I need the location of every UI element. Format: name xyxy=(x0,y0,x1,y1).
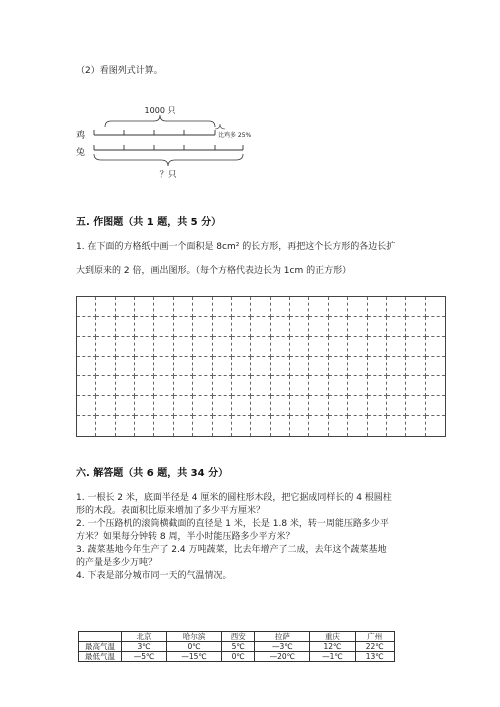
temperature-table xyxy=(78,631,395,662)
grid-cell xyxy=(290,357,309,377)
grid-cell xyxy=(135,357,154,377)
grid-cell xyxy=(135,376,154,396)
grid-cell xyxy=(135,337,154,357)
grid-cell xyxy=(116,376,135,396)
grid-cell xyxy=(309,416,328,436)
table-cell: 西安 xyxy=(222,632,255,642)
grid-cell xyxy=(387,396,406,416)
grid-cell xyxy=(426,376,445,396)
table-cell: 13℃ xyxy=(355,652,395,662)
grid-cell xyxy=(368,376,387,396)
grid-cell xyxy=(251,376,270,396)
grid-cell xyxy=(193,337,212,357)
grid-cell xyxy=(387,416,406,436)
section-5-line-1: 1. 在下面的方格纸中画一个面积是 8cm² 的长方形，再把这个长方形的各边长扩 xyxy=(76,242,396,252)
table-cell: 5℃ xyxy=(222,642,255,652)
grid-cell xyxy=(348,357,367,377)
grid-cell xyxy=(77,297,96,317)
section-6-line: 方米？如果每分钟转 8 周，半小时能压路多少平方米？ xyxy=(76,532,295,542)
grid-cell xyxy=(96,416,115,436)
grid-cell xyxy=(174,357,193,377)
table-cell: 拉萨 xyxy=(255,632,310,642)
grid-cell xyxy=(426,317,445,337)
grid-cell xyxy=(232,337,251,357)
grid-cell xyxy=(406,337,425,357)
grid-cell xyxy=(387,297,406,317)
table-cell: 0℃ xyxy=(167,642,222,652)
grid-cell xyxy=(154,357,173,377)
grid-cell xyxy=(271,376,290,396)
grid-cell xyxy=(387,357,406,377)
grid-cell xyxy=(135,297,154,317)
grid-cell xyxy=(426,297,445,317)
grid-cell xyxy=(271,416,290,436)
grid-cell xyxy=(271,337,290,357)
table-cell: 22℃ xyxy=(355,642,395,652)
rabbit-label: 兔 xyxy=(76,148,86,158)
table-row xyxy=(79,642,395,652)
grid-cell xyxy=(348,376,367,396)
grid-cell xyxy=(174,337,193,357)
grid-cell xyxy=(290,317,309,337)
grid-cell xyxy=(193,416,212,436)
grid-cell xyxy=(116,337,135,357)
grid-cell xyxy=(348,416,367,436)
grid-cell xyxy=(77,317,96,337)
unknown-brace xyxy=(94,154,243,166)
grid-cell xyxy=(232,396,251,416)
total-label: 1000 只 xyxy=(144,106,176,115)
grid-cell xyxy=(213,337,232,357)
section-5-heading: 五. 作图题（共 1 题，共 5 分） xyxy=(76,217,222,228)
grid-cell xyxy=(135,396,154,416)
grid-cell xyxy=(387,376,406,396)
grid-cell xyxy=(387,337,406,357)
grid-cell xyxy=(232,416,251,436)
grid-cell xyxy=(77,376,96,396)
grid-cell xyxy=(290,337,309,357)
grid-cell xyxy=(232,297,251,317)
section-6-line: 1. 一根长 2 米，底面半径是 4 厘米的圆柱形木段，把它据成同样长的 4 根圆柱 xyxy=(76,493,392,503)
table-cell: 重庆 xyxy=(310,632,355,642)
grid-cell xyxy=(348,297,367,317)
grid-cell xyxy=(368,337,387,357)
grid-cell xyxy=(290,297,309,317)
section-6-line: 的产量是多少万吨？ xyxy=(76,558,158,568)
grid-cell xyxy=(193,317,212,337)
grid-cell xyxy=(368,396,387,416)
grid-cell xyxy=(154,376,173,396)
grid-cell xyxy=(329,357,348,377)
grid-cell xyxy=(329,396,348,416)
grid-cell xyxy=(251,337,270,357)
grid-cell xyxy=(271,317,290,337)
grid-cell xyxy=(174,297,193,317)
section-6-line: 形的木段。表面积比原来增加了多少平方厘米？ xyxy=(76,506,266,516)
grid-cell xyxy=(213,317,232,337)
grid-cell xyxy=(116,297,135,317)
grid-cell xyxy=(174,416,193,436)
section-6-heading: 六. 解答题（共 6 题，共 34 分） xyxy=(76,468,229,479)
chicken-label: 鸡 xyxy=(76,131,86,141)
grid-cell xyxy=(96,376,115,396)
table-cell: 最低气温 xyxy=(79,652,122,662)
section-6-line: 4. 下表是部分城市同一天的气温情况。 xyxy=(76,571,232,581)
grid-cell xyxy=(174,396,193,416)
grid-cell xyxy=(426,357,445,377)
grid-cell xyxy=(387,317,406,337)
grid-cell xyxy=(329,376,348,396)
table-cell: 最高气温 xyxy=(79,642,122,652)
grid-cell xyxy=(251,297,270,317)
grid-cell xyxy=(348,337,367,357)
table-cell: —15℃ xyxy=(167,652,222,662)
compare-label: 比鸡多 25% xyxy=(218,132,252,139)
grid-cell xyxy=(426,416,445,436)
table-cell xyxy=(79,632,122,642)
grid-cell xyxy=(368,357,387,377)
grid-cell xyxy=(174,317,193,337)
table-header-row xyxy=(79,632,395,642)
grid-cell xyxy=(232,357,251,377)
grid-cell xyxy=(329,416,348,436)
grid-cell xyxy=(406,376,425,396)
grid-cell xyxy=(309,396,328,416)
table-cell: 北京 xyxy=(122,632,167,642)
grid-cell xyxy=(213,376,232,396)
grid-cell xyxy=(329,337,348,357)
table-cell: —3℃ xyxy=(255,642,310,652)
section-6-line: 2. 一个压路机的滚筒横截面的直径是 1 米，长是 1.8 米，转一周能压路多少平 xyxy=(76,519,389,529)
table-cell: 3℃ xyxy=(122,642,167,652)
grid-cell xyxy=(116,317,135,337)
grid-cell xyxy=(96,396,115,416)
grid-cell xyxy=(96,297,115,317)
grid-cell xyxy=(213,297,232,317)
segment-diagram xyxy=(70,105,270,190)
grid-cell xyxy=(271,297,290,317)
grid-cell xyxy=(77,337,96,357)
grid-paper xyxy=(76,296,446,437)
grid-cell xyxy=(193,396,212,416)
grid-cell xyxy=(329,297,348,317)
grid-cell xyxy=(77,396,96,416)
grid-cell xyxy=(290,416,309,436)
grid-cell xyxy=(154,317,173,337)
grid-cell xyxy=(368,416,387,436)
grid-cell xyxy=(96,357,115,377)
grid-cell xyxy=(406,396,425,416)
grid-cell xyxy=(368,317,387,337)
grid-cell xyxy=(426,396,445,416)
grid-cell xyxy=(77,357,96,377)
grid-cell xyxy=(406,297,425,317)
grid-cell xyxy=(406,416,425,436)
grid-cell xyxy=(251,396,270,416)
grid-cell xyxy=(309,337,328,357)
grid-cell xyxy=(426,337,445,357)
table-cell: 12℃ xyxy=(310,642,355,652)
grid-cell xyxy=(193,297,212,317)
table-cell: —20℃ xyxy=(255,652,310,662)
grid-cell xyxy=(309,297,328,317)
grid-cell xyxy=(77,416,96,436)
grid-cell xyxy=(406,317,425,337)
grid-cell xyxy=(154,297,173,317)
grid-cell xyxy=(154,416,173,436)
grid-cell xyxy=(348,317,367,337)
grid-cell xyxy=(309,357,328,377)
grid-cell xyxy=(290,396,309,416)
table-cell: 0℃ xyxy=(222,652,255,662)
grid-cell xyxy=(271,396,290,416)
grid-cell xyxy=(135,416,154,436)
grid-cell xyxy=(309,317,328,337)
table-cell: —1℃ xyxy=(310,652,355,662)
grid-cell xyxy=(116,416,135,436)
grid-cell xyxy=(116,396,135,416)
section-5-line-2: 大到原来的 2 倍，画出图形。（每个方格代表边长为 1cm 的正方形） xyxy=(76,266,352,276)
grid-cell xyxy=(309,376,328,396)
grid-cell xyxy=(174,376,193,396)
grid-cell xyxy=(116,357,135,377)
table-cell: 广州 xyxy=(355,632,395,642)
grid-cell xyxy=(232,317,251,337)
table-row xyxy=(79,652,395,662)
unknown-label: ？只 xyxy=(159,170,177,180)
compare-brace xyxy=(215,124,225,129)
total-brace xyxy=(105,115,215,127)
grid-cell xyxy=(193,357,212,377)
grid-cell xyxy=(135,317,154,337)
grid-cell xyxy=(271,357,290,377)
grid-cell xyxy=(193,376,212,396)
grid-cell xyxy=(96,337,115,357)
table-cell: 哈尔滨 xyxy=(167,632,222,642)
table-cell: —5℃ xyxy=(122,652,167,662)
grid-cell xyxy=(96,317,115,337)
grid-cell xyxy=(154,337,173,357)
grid-cell xyxy=(368,297,387,317)
grid-cell xyxy=(213,416,232,436)
grid-cell xyxy=(232,376,251,396)
grid-cell xyxy=(406,357,425,377)
grid-cell xyxy=(154,396,173,416)
grid-cell xyxy=(213,357,232,377)
grid-cell xyxy=(213,396,232,416)
grid-cell xyxy=(348,396,367,416)
grid-cell xyxy=(251,416,270,436)
section-6-line: 3. 蔬菜基地今年生产了 2.4 万吨蔬菜，比去年增产了二成，去年这个蔬菜基地 xyxy=(76,545,387,555)
grid-cell xyxy=(290,376,309,396)
grid-cell xyxy=(329,317,348,337)
grid-cell xyxy=(251,317,270,337)
grid-cell xyxy=(251,357,270,377)
question-2-label: （2）看图列式计算。 xyxy=(76,66,163,76)
